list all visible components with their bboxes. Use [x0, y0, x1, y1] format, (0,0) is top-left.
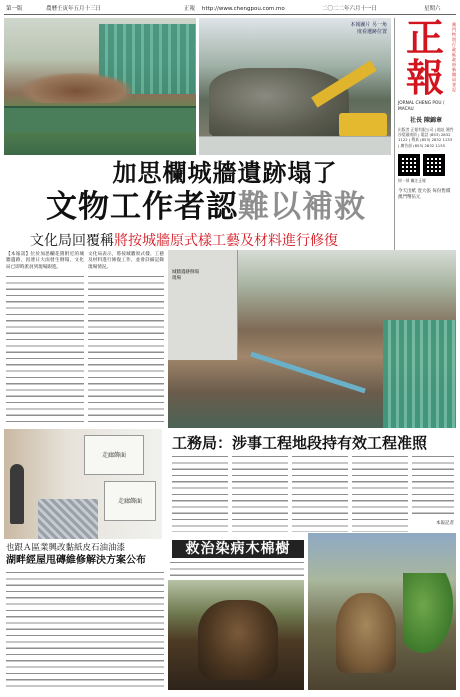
estate-headline-kicker: 也跟Ａ區業興改黏紙皮石油油漆: [6, 543, 126, 553]
photo-collapsed-wall: [4, 18, 196, 155]
leaves: [403, 573, 453, 653]
byline: 本報記者: [436, 521, 454, 526]
qr-caption: 掃一掃 關注正報: [398, 177, 426, 183]
building: [168, 250, 238, 360]
website-url[interactable]: http://www.chengpou.com.mo: [202, 6, 285, 12]
masthead-price: 今天出紙 壹大張 每份售價澳門幣伍元: [398, 188, 451, 200]
page-number: 第一版: [6, 6, 23, 12]
construction-fence: [4, 106, 196, 132]
top-strip: [4, 3, 456, 15]
paper-logo: 正報: [405, 15, 444, 100]
text-lines: [232, 456, 288, 532]
tree-trunk: [198, 600, 278, 680]
subheadline-red: 將按城牆原式樣工藝及材料進行修復: [114, 233, 338, 249]
rock-face: [209, 68, 349, 138]
text-lines: [88, 276, 164, 424]
article-lead-mid: 文化局表示，將按城牆原式樣、工藝及材料進行修復工作，並會詳細記錄現場情況。: [88, 252, 164, 270]
photo-excavator-site: [199, 18, 391, 155]
text-lines: [6, 276, 84, 424]
qr-code-icon[interactable]: [398, 154, 420, 176]
article-column-2: [88, 252, 164, 271]
pipe: [250, 352, 366, 394]
qr-code-icon[interactable]: [423, 154, 445, 176]
lunar-date: 農曆壬寅年五月十三日: [46, 6, 102, 12]
headline-line2-grey: 難以補救: [238, 189, 366, 225]
photo-wall-ruins: [168, 250, 456, 428]
tree-headline: 救治染病木棉樹: [172, 540, 304, 558]
estate-headline: 湖畔經屋甩磚維修解決方案公布: [6, 555, 146, 566]
text-lines: [172, 456, 228, 532]
site-fence: [199, 136, 391, 155]
headline-line1: 加思欄城牆遺跡塌了: [112, 158, 338, 187]
tree-stump: [336, 593, 396, 673]
photo-caption: 本報圖片 另一角度看遺跡位置: [350, 22, 387, 35]
headline-line2: [20, 189, 392, 225]
masthead-publisher: 社長 陳錦章: [409, 117, 443, 124]
text-lines: [170, 562, 304, 578]
headline-line2-black: 文物工作者認: [46, 189, 238, 225]
photo-corridor-tiles: [4, 429, 162, 539]
qr-codes: [398, 154, 456, 176]
corridor-sign: 走廊飾面: [104, 481, 156, 521]
photo-tree-trunk: [168, 580, 304, 690]
issue-date: 二〇二二年六月十一日: [322, 6, 378, 12]
masthead-english-title: JORNAL CHENG POU / MACAU: [398, 101, 445, 112]
subheadline: [30, 232, 410, 250]
masthead-contact-info: 出版者 正報有限公司 | 地址 澳門沙梨頭南街 | 電話 (853) 2832 1122 | 傳真 (853) 2832 1133 | 廣告部 (853) 2832 1155: [398, 127, 454, 148]
text-lines: [6, 572, 164, 690]
masthead-side-text: 澳門特別行政區政府新聞局登記: [452, 22, 456, 92]
rubble: [22, 73, 132, 103]
paper-name: 正報: [184, 6, 196, 12]
mosaic-tiles: [38, 499, 98, 539]
article-column-1: [6, 252, 84, 271]
photo-tree-stump: [308, 533, 456, 690]
weekday: 星期六: [424, 6, 441, 12]
scaffolding-net: [383, 320, 456, 428]
excavator-body: [339, 113, 387, 137]
works-bureau-headline: 工務局：涉事工程地段持有效工程准照: [172, 434, 428, 452]
photo-caption: 城牆遺跡倒塌現場: [172, 270, 199, 281]
subheadline-black: 文化局回覆稱: [30, 233, 114, 249]
text-lines: [352, 456, 408, 532]
article-lead-left: 【本報訊】位於加思欄花園附近的城牆遺跡，因連日大雨發生倒塌，文化局已即時派員到現場跟進。: [6, 252, 84, 270]
person: [10, 464, 24, 524]
text-lines: [412, 456, 454, 516]
corridor-sign: 走廊飾面: [84, 435, 144, 475]
text-lines: [292, 456, 348, 532]
